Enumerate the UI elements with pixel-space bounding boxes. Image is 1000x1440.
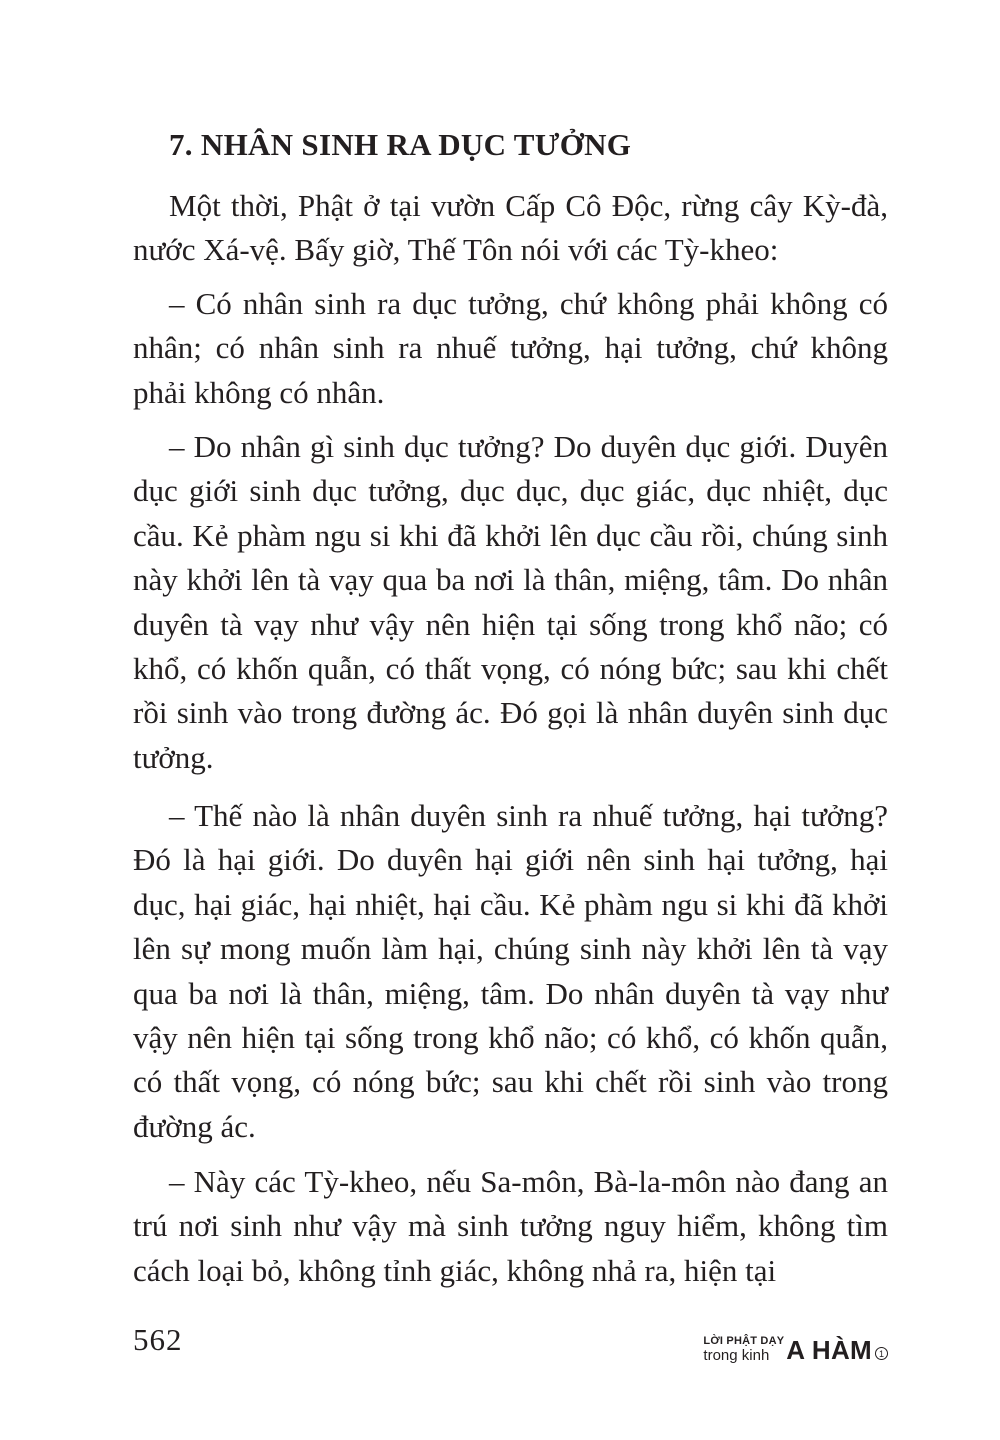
volume-badge: 1 — [875, 1347, 888, 1360]
book-title-line1: LỜI PHẬT DẠY — [703, 1335, 785, 1347]
book-title-small — [703, 1336, 784, 1363]
book-title-logo — [703, 1333, 888, 1363]
page-number: 562 — [133, 1322, 183, 1357]
paragraph: Một thời, Phật ở tại vườn Cấp Cô Độc, rừng cây Kỳ-đà, nước Xá-vệ. Bấy giờ, Thế Tôn nói với các Tỳ-kheo: — [133, 188, 888, 268]
book-title-line2: trong kinh — [703, 1347, 770, 1364]
paragraph: – Thế nào là nhân duyên sinh ra nhuế tưởng, hại tưởng? Đó là hại giới. Do duyên hại giới nên sinh hại tưởng, hại dục, hại giác, hại nhiệt, hại cầu. Kẻ phàm ngu si khi đã khởi lên sự mong muốn làm hại, chúng sinh này khởi lên tà vạy qua ba nơi là thân, miệng, tâm. Do nhân duyên tà vạy như vậy nên hiện tại sống trong khổ não; có khổ, có khốn quẫn, có thất vọng, có nóng bức; sau khi chết rồi sinh vào trong đường ác. — [133, 798, 888, 1144]
section-heading: 7. NHÂN SINH RA DỤC TƯỞNG — [169, 127, 632, 162]
paragraph: – Do nhân gì sinh dục tưởng? Do duyên dục giới. Duyên dục giới sinh dục tưởng, dục dục, dục giác, dục nhiệt, dục cầu. Kẻ phàm ngu si khi đã khởi lên dục cầu rồi, chúng sinh này khởi lên tà vạy qua ba nơi là thân, miệng, tâm. Do nhân duyên tà vạy như vậy nên hiện tại sống trong khổ não; có khổ, có khốn quẫn, có thất vọng, có nóng bức; sau khi chết rồi sinh vào trong đường ác. Đó gọi là nhân duyên sinh dục tưởng. — [133, 429, 888, 775]
book-title-main: A HÀM — [786, 1335, 872, 1365]
paragraph: – Có nhân sinh ra dục tưởng, chứ không phải không có nhân; có nhân sinh ra nhuế tưởng, hại tưởng, chứ không phải không có nhân. — [133, 286, 888, 410]
paragraph: – Này các Tỳ-kheo, nếu Sa-môn, Bà-la-môn nào đang an trú nơi sinh như vậy mà sinh tưởng nguy hiểm, không tìm cách loại bỏ, không tỉnh giác, không nhả ra, hiện tại — [133, 1164, 888, 1288]
